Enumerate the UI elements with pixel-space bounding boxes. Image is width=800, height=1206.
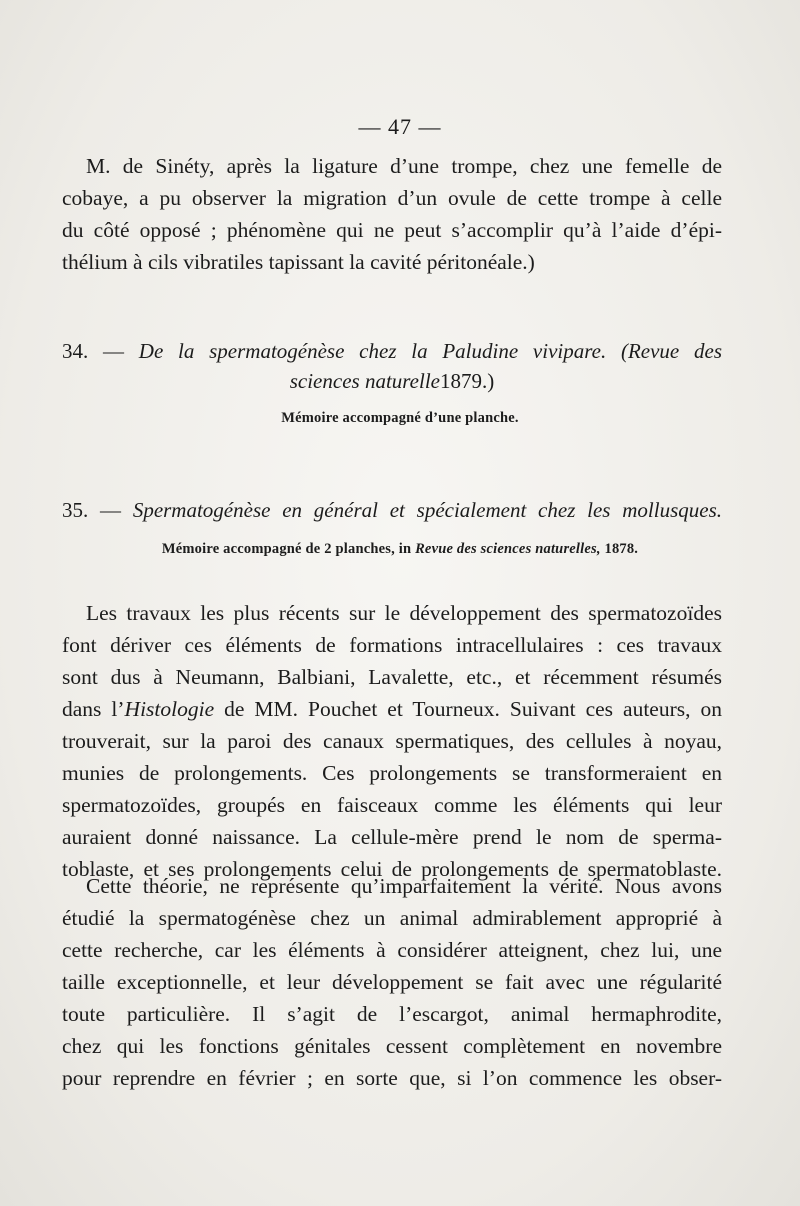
section-34-title-line bbox=[62, 336, 722, 366]
body-paragraph-1 bbox=[62, 597, 722, 885]
section-34-journal: sciences naturelle bbox=[289, 369, 440, 393]
section-34-year: 1879.) bbox=[440, 369, 495, 393]
section-34-note: Mémoire accompagné d’une planche. bbox=[281, 410, 519, 426]
text-line: trouverait, sur la paroi des canaux spermatiques, des cellules à noyau, bbox=[62, 729, 722, 753]
section-35-heading bbox=[62, 495, 722, 525]
section-35-title-line bbox=[62, 495, 722, 525]
text-line: font dériver ces éléments de formations intracellulaires : ces travaux bbox=[62, 633, 722, 657]
text-line: étudié la spermatogénèse chez un animal admirablement approprié à bbox=[62, 906, 722, 930]
text-line: cette recherche, car les éléments à considérer atteignent, chez lui, une bbox=[62, 938, 722, 962]
section-35-note-prefix: Mémoire accompagné de 2 planches, in bbox=[161, 541, 416, 557]
text-line: toute particulière. Il s’agit de l’escargot, animal hermaphrodite, bbox=[62, 1002, 722, 1026]
text-line: auraient donné naissance. La cellule-mère prend le nom de sperma- bbox=[62, 825, 722, 849]
text-line: du côté opposé ; phénomène qui ne peut s’accomplir qu’à l’aide d’épi- bbox=[62, 218, 722, 242]
text-line: taille exceptionnelle, et leur développement se fait avec une régularité bbox=[62, 970, 722, 994]
text-line: thélium à cils vibratiles tapissant la cavité péritonéale.) bbox=[62, 250, 535, 274]
page-number: — 47 — bbox=[358, 114, 442, 139]
intro-paragraph bbox=[62, 150, 722, 278]
text-line: M. de Sinéty, après la ligature d’une trompe, chez une femelle de bbox=[86, 154, 722, 178]
section-35-note-journal: Revue des sciences naturelles, bbox=[415, 541, 601, 557]
section-35-number: 35. — bbox=[62, 498, 122, 522]
text-line: pour reprendre en février ; en sorte que, si l’on commence les obser- bbox=[62, 1066, 722, 1090]
section-35-note-year: 1878. bbox=[600, 541, 639, 557]
text-line: Les travaux les plus récents sur le développement des spermatozoïdes bbox=[86, 601, 722, 625]
histologie-title: Histologie bbox=[124, 697, 215, 721]
section-34-heading bbox=[62, 336, 722, 396]
body-paragraph-2 bbox=[62, 870, 722, 1094]
text-line: sont dus à Neumann, Balbiani, Lavalette, etc., et récemment résumés bbox=[62, 665, 722, 689]
text-line: toblaste, et ses prolongements celui de prolongements de spermatoblaste. bbox=[62, 857, 722, 881]
section-34-source: (Revue des bbox=[620, 339, 723, 363]
section-34-number: 34. — bbox=[62, 339, 125, 363]
section-34-source-line bbox=[62, 366, 722, 396]
text-line: Cette théorie, ne représente qu’imparfaitement la vérité. Nous avons bbox=[86, 874, 722, 898]
text-line bbox=[62, 693, 722, 725]
section-34-title: De la spermatogénèse chez la Paludine vivipare. bbox=[138, 339, 607, 363]
line-suffix: de MM. Pouchet et Tourneux. Suivant ces auteurs, on bbox=[214, 697, 722, 721]
section-35-title: Spermatogénèse en général et spécialement chez les mollusques. bbox=[132, 498, 723, 522]
text-line: munies de prolongements. Ces prolongements se transformeraient en bbox=[62, 761, 722, 785]
text-line: cobaye, a pu observer la migration d’un ovule de cette trompe à celle bbox=[62, 186, 722, 210]
text-line: spermatozoïdes, groupés en faisceaux comme les éléments qui leur bbox=[62, 793, 722, 817]
text-line: chez qui les fonctions génitales cessent complètement en novembre bbox=[62, 1034, 722, 1058]
section-35-note bbox=[0, 541, 800, 558]
line-prefix: dans l’ bbox=[62, 697, 125, 721]
